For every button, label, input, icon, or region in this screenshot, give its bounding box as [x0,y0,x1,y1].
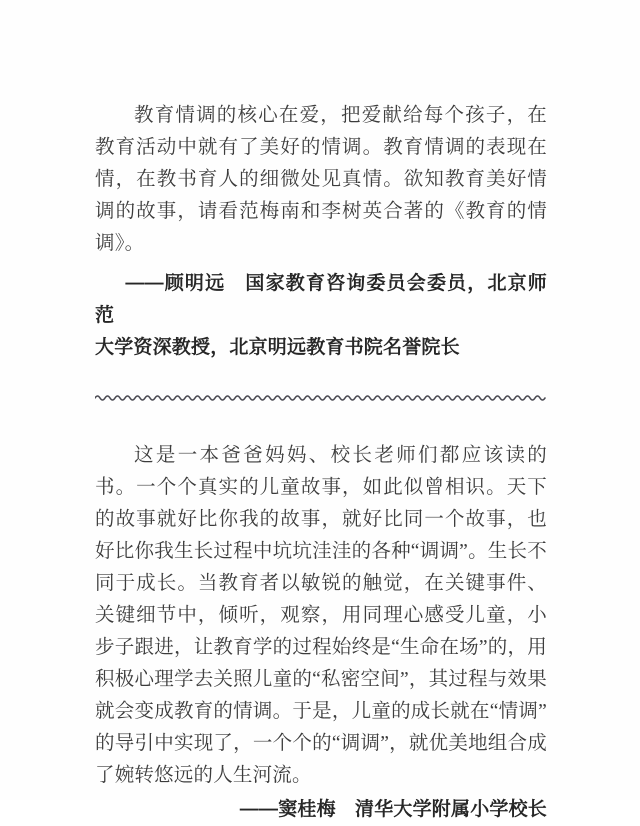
quote-one-attribution-line-2: 大学资深教授，北京明远教育书院名誉院长 [95,337,460,358]
endorsement-block-two [95,440,547,826]
endorsement-block-one [95,100,547,364]
spacer [95,364,547,392]
page-content [95,100,547,826]
quote-two-body: 这是一本爸爸妈妈、校长老师们都应该读的书。一个个真实的儿童故事，如此似曾相识。天下的故事就好比你我的故事，就好比同一个故事，也好比你我生长过程中坑坑洼洼的各种“调调”。生长不同于成长。当教育者以敏锐的触觉，在关键事件、关键细节中，倾听，观察，用同理心感受儿童，小步子跟进，让教育学的过程始终是“生命在场”的，用积极心理学去关照儿童的“私密空间”，其过程与效果就会变成教育的情调。于是，儿童的成长就在“情调”的导引中实现了，一个个的“调调”，就优美地组合成了婉转悠远的人生河流。 [95,445,547,786]
wavy-divider [95,392,550,406]
wavy-divider-icon [95,392,550,404]
spacer [95,260,547,268]
quote-two-attribution: ——窦桂梅 清华大学附属小学校长 [239,799,547,820]
quote-one-body: 教育情调的核心在爱，把爱献给每个孩子，在教育活动中就有了美好的情调。教育情调的表现在情，在教书育人的细微处见真情。欲知教育美好情调的故事，请看范梅南和李树英合著的《教育的情调》。 [95,105,547,254]
quote-one-attribution-line-1: ——顾明远 国家教育咨询委员会委员，北京师范 [95,273,547,326]
spacer [95,406,547,440]
